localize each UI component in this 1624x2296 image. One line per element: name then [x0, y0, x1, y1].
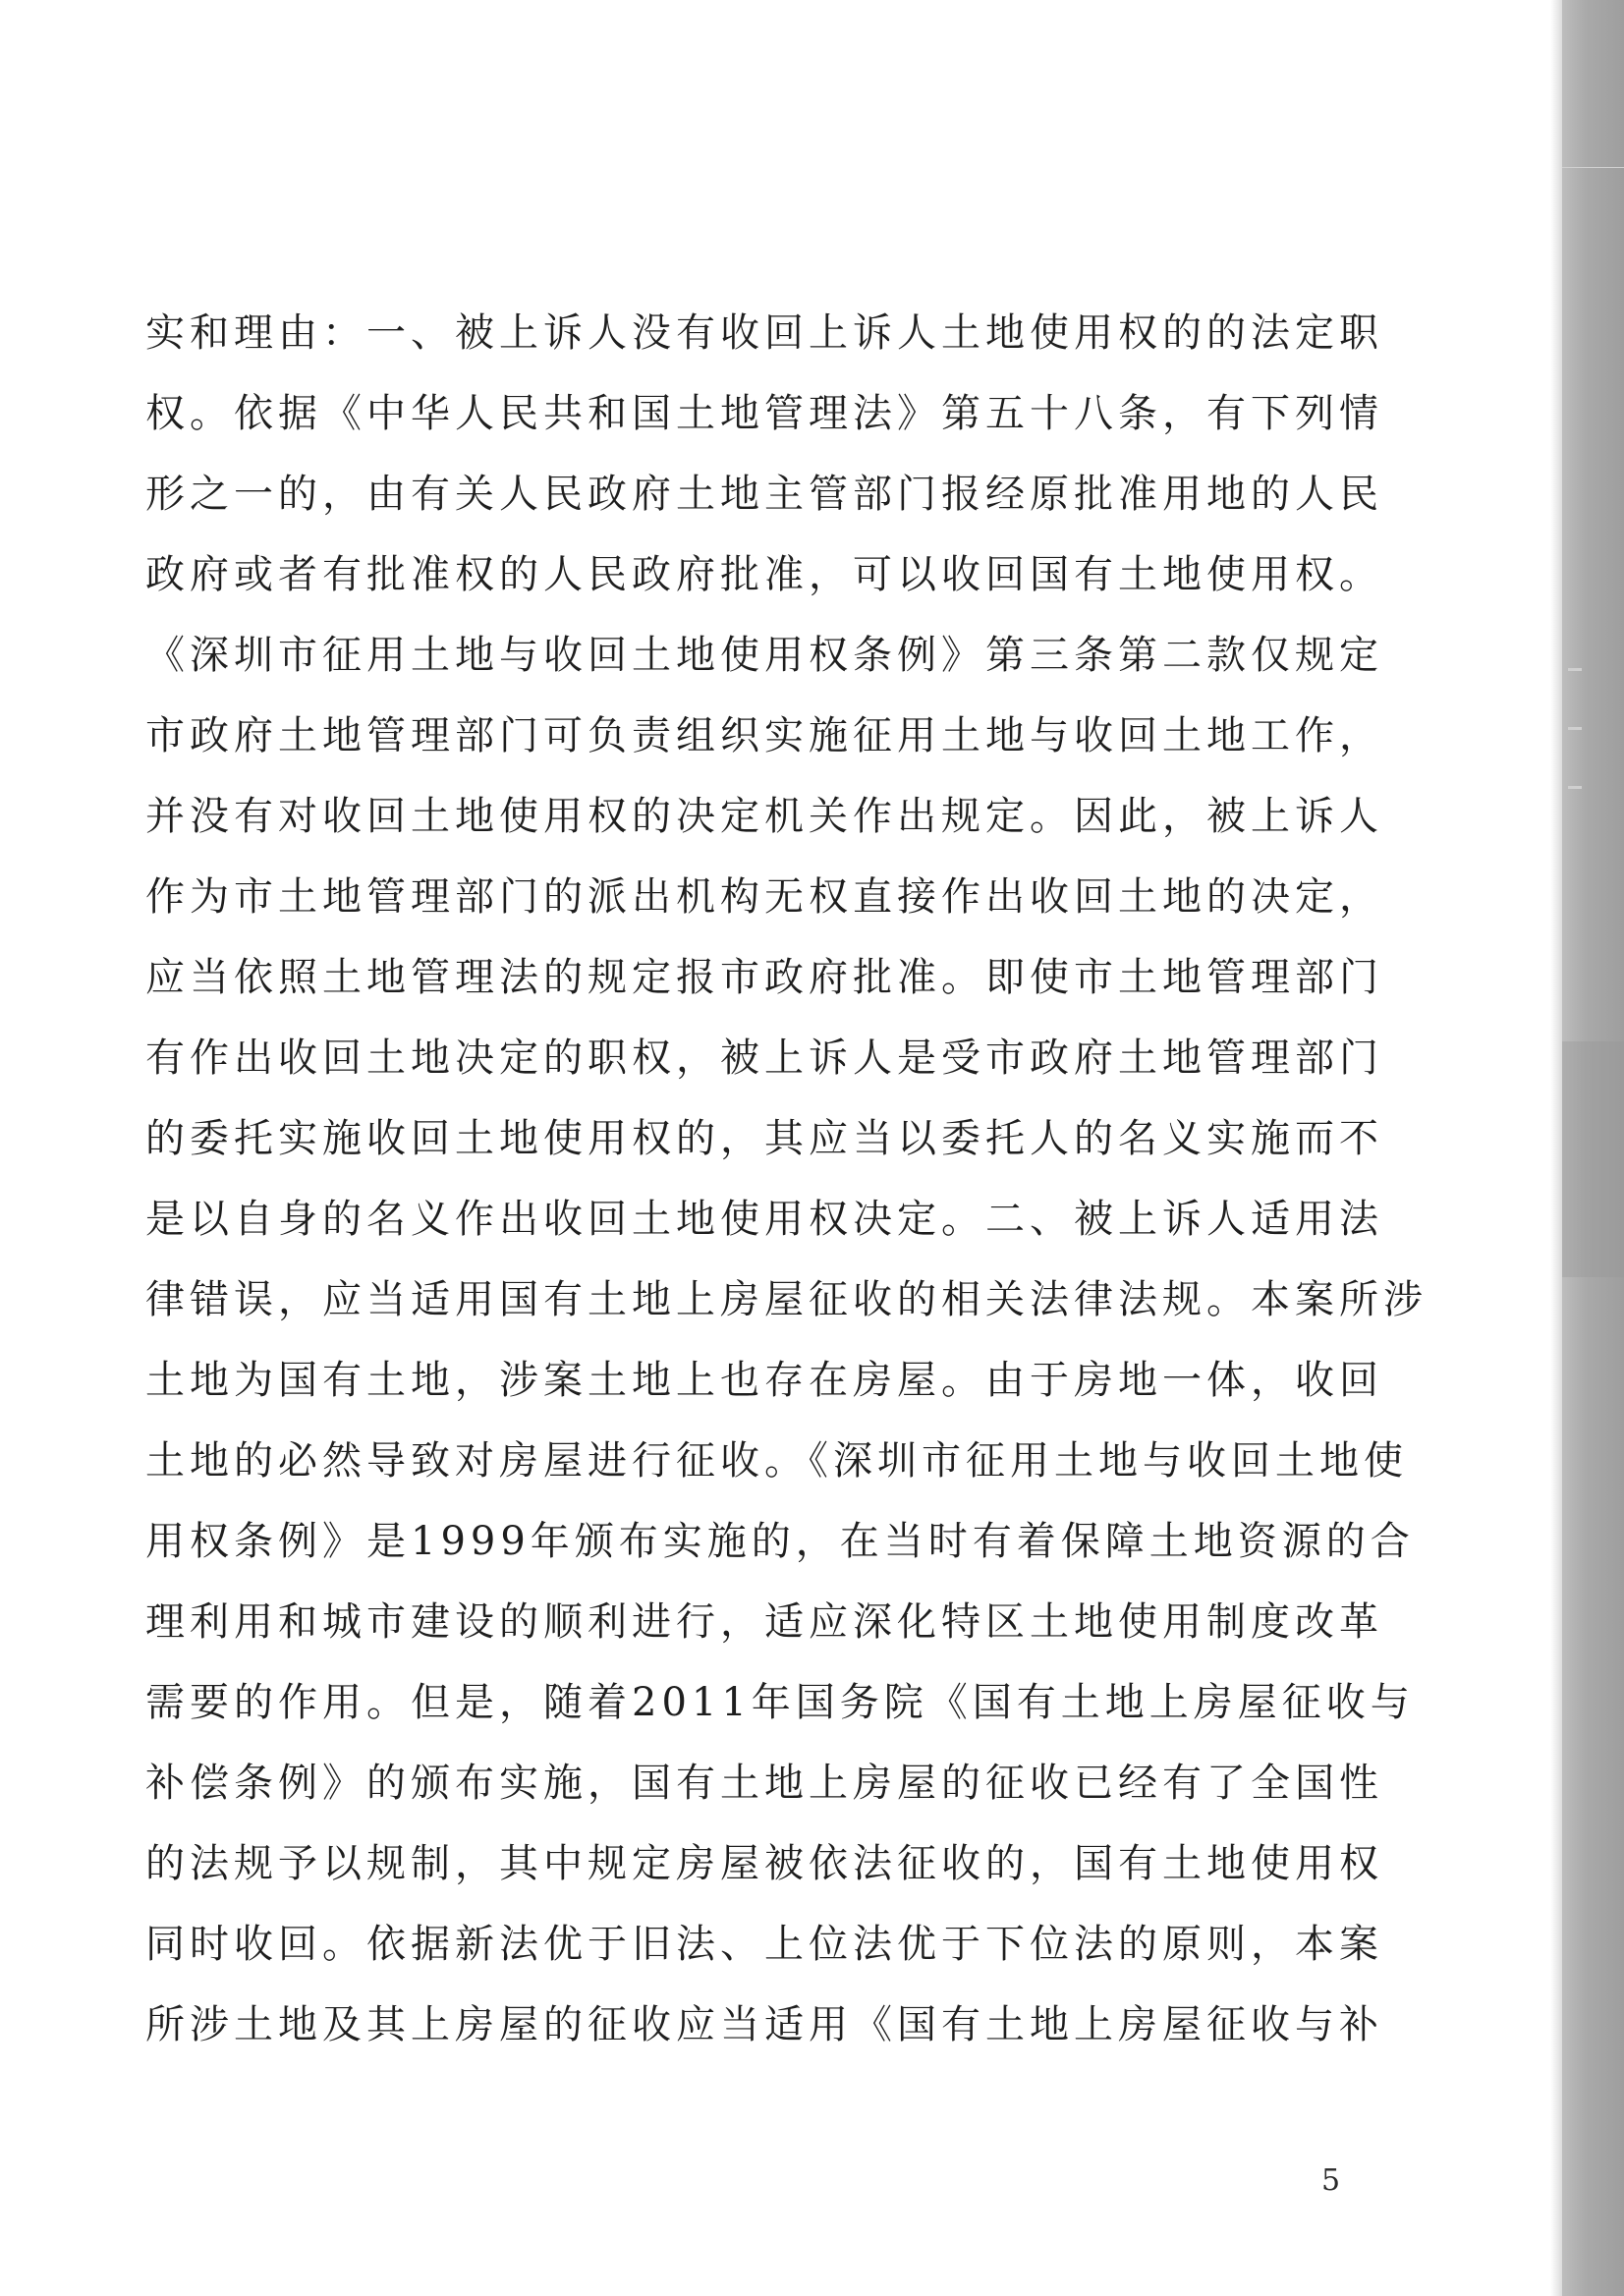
scan-edge-marks [1568, 668, 1588, 845]
text-line: 权。依据《中华人民共和国土地管理法》第五十八条，有下列情 [145, 391, 1383, 436]
text-line: 有作出收回土地决定的职权，被上诉人是受市政府土地管理部门 [145, 1036, 1383, 1081]
text-line: 同时收回。依据新法优于旧法、上位法优于下位法的原则，本案 [145, 1922, 1383, 1967]
text-line: 土地为国有土地，涉案土地上也存在房屋。由于房地一体，收回 [145, 1358, 1383, 1403]
page-number: 5 [1321, 2163, 1341, 2198]
text-line: 所涉土地及其上房屋的征收应当适用《国有土地上房屋征收与补 [145, 2002, 1383, 2047]
text-line: 实和理由：一、被上诉人没有收回上诉人土地使用权的的法定职 [145, 310, 1383, 356]
scan-edge-shadow [1550, 0, 1562, 2296]
text-line: 的法规予以规制，其中规定房屋被依法征收的，国有土地使用权 [145, 1841, 1383, 1886]
text-line: 《深圳市征用土地与收回土地使用权条例》第三条第二款仅规定 [145, 633, 1383, 678]
text-line: 应当依照土地管理法的规定报市政府批准。即使市土地管理部门 [145, 955, 1383, 1000]
text-line: 是以自身的名义作出收回土地使用权决定。二、被上诉人适用法 [145, 1197, 1383, 1242]
text-line: 用权条例》是1999年颁布实施的，在当时有着保障土地资源的合 [145, 1519, 1415, 1564]
text-line: 政府或者有批准权的人民政府批准，可以收回国有土地使用权。 [145, 552, 1383, 597]
text-line: 理利用和城市建设的顺利进行，适应深化特区土地使用制度改革 [145, 1599, 1383, 1645]
text-line: 需要的作用。但是，随着2011年国务院《国有土地上房屋征收与 [145, 1680, 1415, 1725]
text-line: 土地的必然导致对房屋进行征收。《深圳市征用土地与收回土地使 [145, 1438, 1408, 1484]
text-line: 补偿条例》的颁布实施，国有土地上房屋的征收已经有了全国性 [145, 1761, 1383, 1806]
scan-edge-strip [1562, 0, 1624, 2296]
text-line: 市政府土地管理部门可负责组织实施征用土地与收回土地工作， [145, 713, 1383, 758]
text-line: 并没有对收回土地使用权的决定机关作出规定。因此，被上诉人 [145, 794, 1383, 839]
text-line: 的委托实施收回土地使用权的，其应当以委托人的名义实施而不 [145, 1116, 1383, 1161]
text-line: 形之一的，由有关人民政府土地主管部门报经原批准用地的人民 [145, 472, 1383, 517]
text-line: 作为市土地管理部门的派出机构无权直接作出收回土地的决定， [145, 874, 1383, 920]
body-text [145, 293, 1428, 2065]
text-line: 律错误，应当适用国有土地上房屋征收的相关法律法规。本案所涉 [145, 1277, 1428, 1322]
